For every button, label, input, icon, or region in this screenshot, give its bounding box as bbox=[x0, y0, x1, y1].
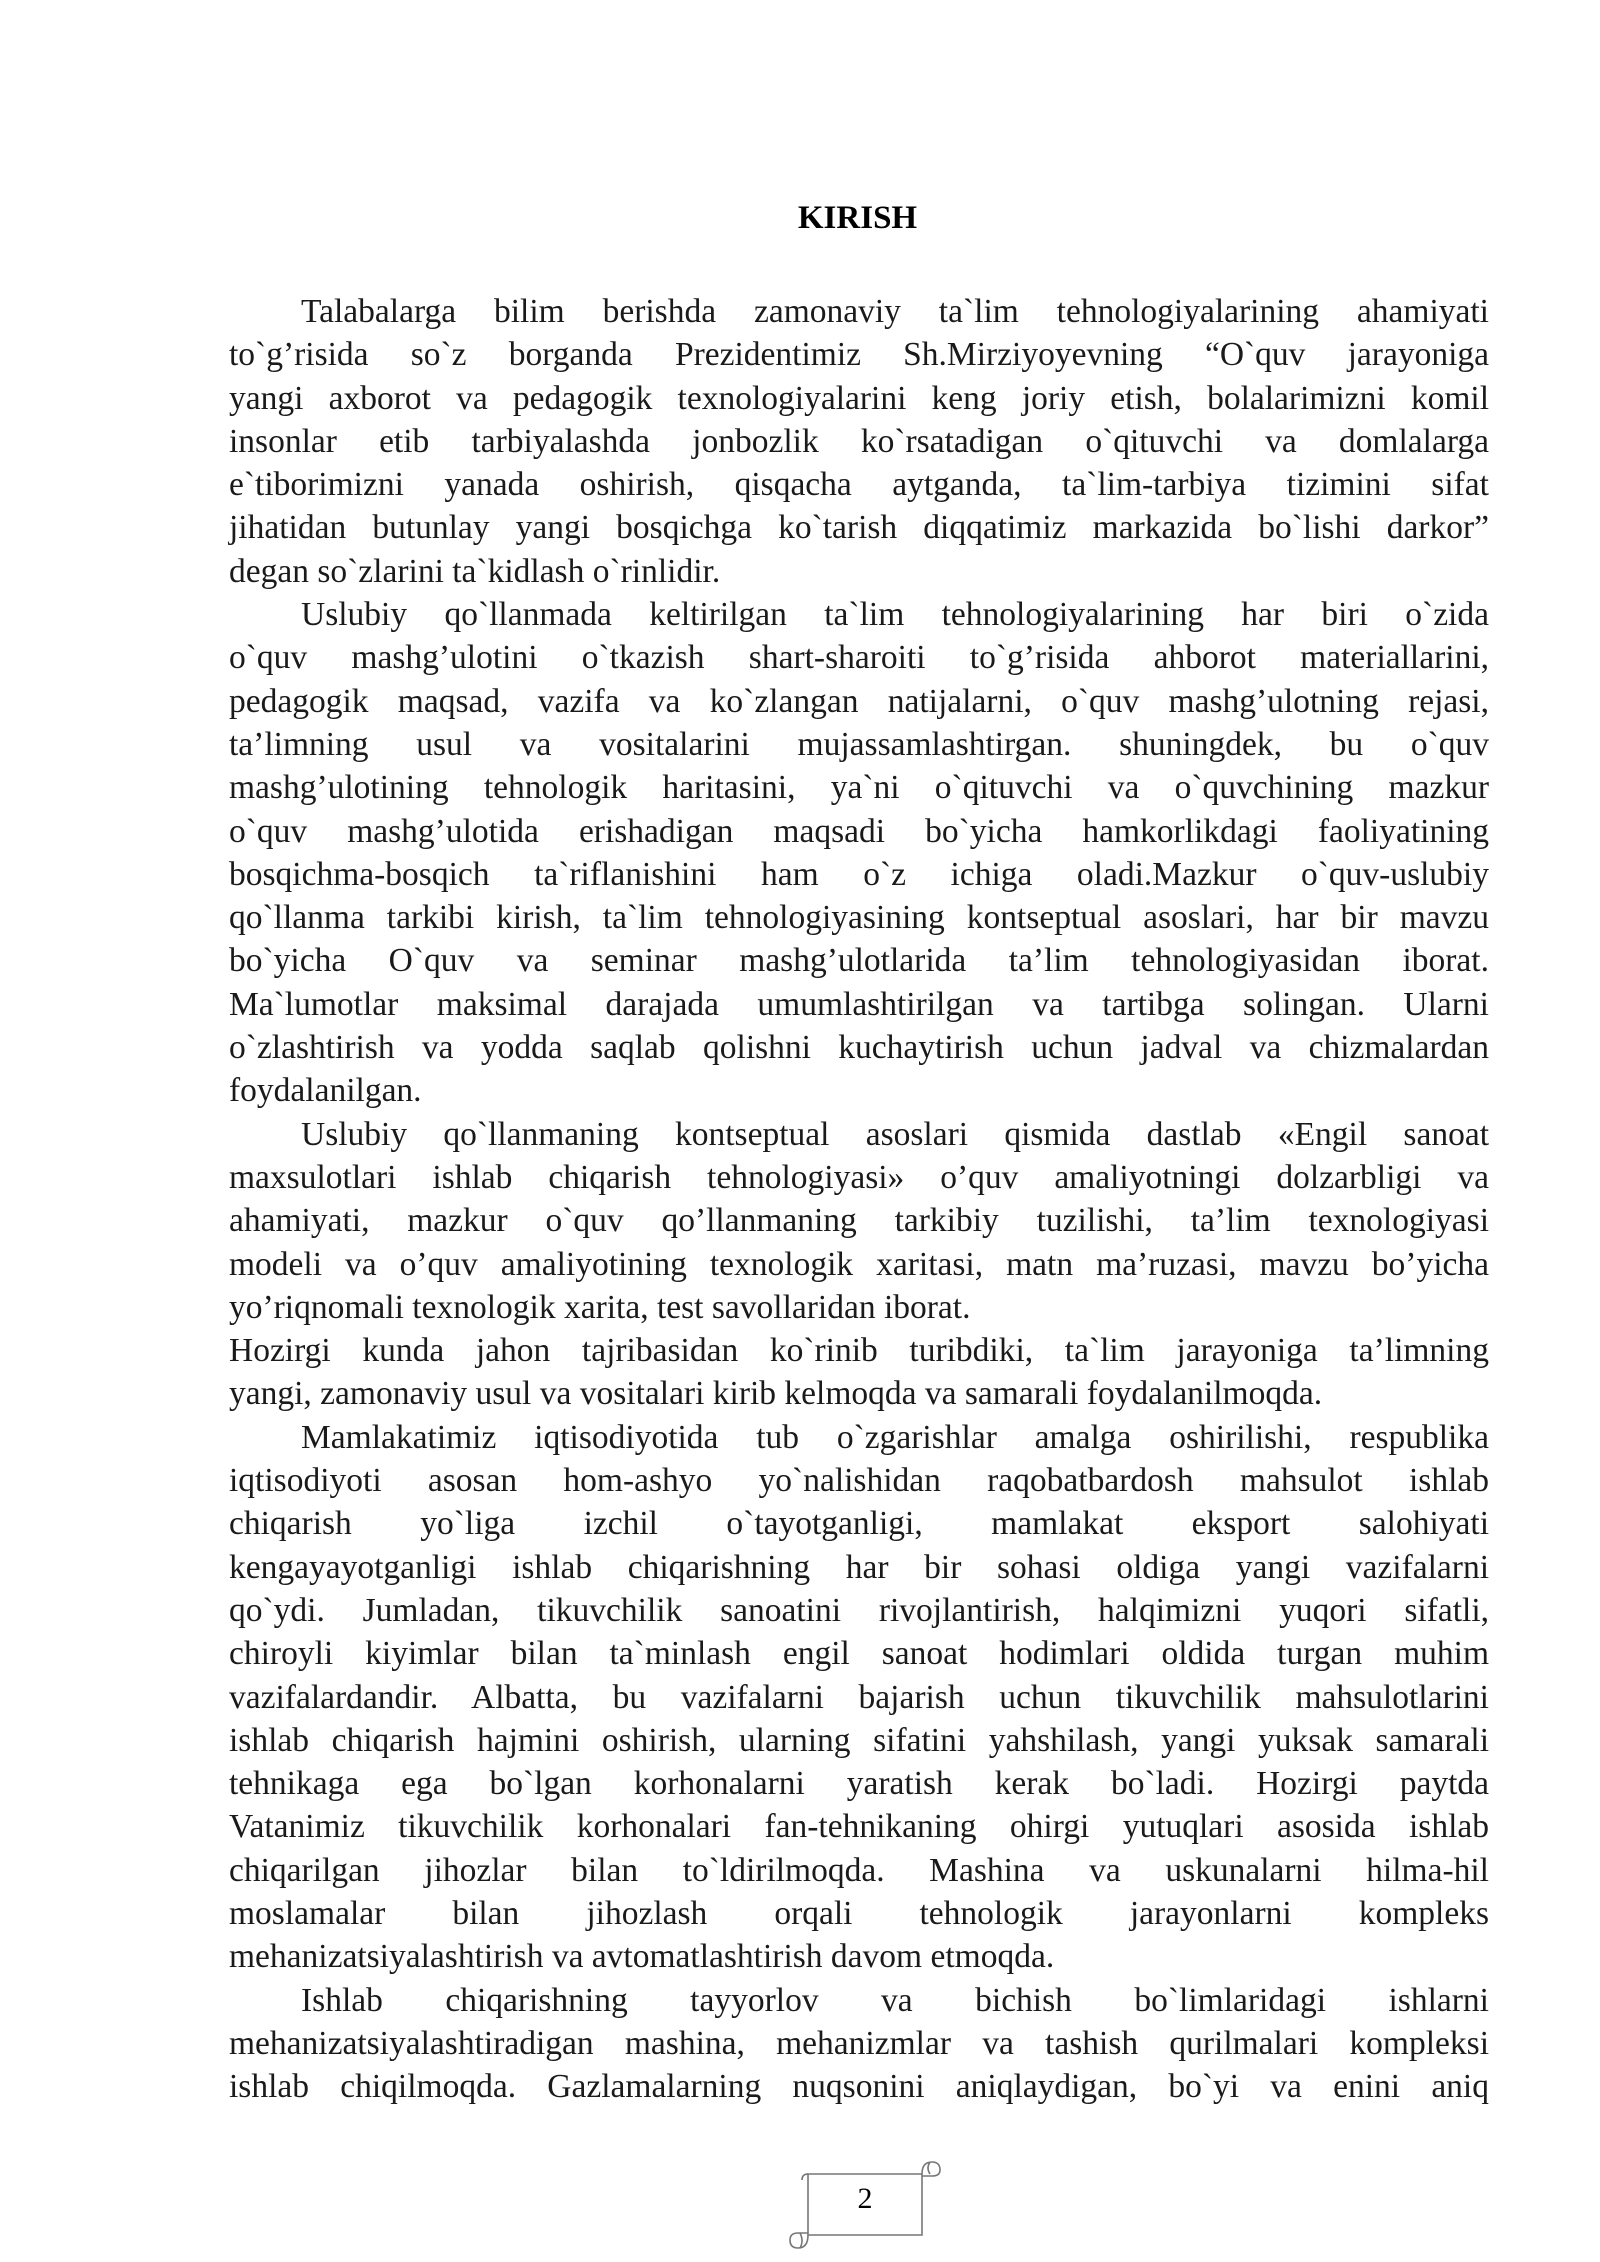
text-line: o`zlashtirish va yodda saqlab qolishni kuchaytirish uchun jadval va chizmalardan bbox=[229, 1029, 1489, 1067]
text-line: Talabalarga bilim berishda zamonaviy ta`lim tehnologiyalarining ahamiyati bbox=[301, 293, 1489, 330]
text-line: mashg’ulotining tehnologik haritasini, ya`ni o`qituvchi va o`quvchining mazkur bbox=[229, 769, 1489, 807]
text-line: yangi, zamonaviy usul va vositalari kirib kelmoqda va samarali foydalanilmoqda. bbox=[229, 1375, 1323, 1413]
text-line: chiroyli kiyimlar bilan ta`minlash engil sanoat hodimlari oldida turgan muhim bbox=[229, 1635, 1489, 1673]
text-line: o`quv mashg’ulotini o`tkazish shart-sharoiti to`g’risida ahborot materiallarini, bbox=[229, 639, 1489, 677]
text-line: foydalanilgan. bbox=[229, 1072, 422, 1110]
text-line: iqtisodiyoti asosan hom-ashyo yo`nalishidan raqobatbardosh mahsulot ishlab bbox=[229, 1462, 1489, 1500]
text-line: chiqarilgan jihozlar bilan to`ldirilmoqda. Mashina va uskunalarni hilma-hil bbox=[229, 1851, 1489, 1889]
text-line: yangi axborot va pedagogik texnologiyalarini keng joriy etish, bolalarimizni komil bbox=[229, 379, 1489, 417]
page-number: 2 bbox=[857, 2182, 873, 2215]
text-line: degan so`zlarini ta`kidlash o`rinlidir. bbox=[229, 552, 721, 590]
body-text bbox=[229, 290, 1489, 2108]
text-line: ishlab chiqilmoqda. Gazlamalarning nuqsonini aniqlaydigan, bo`yi va enini aniq bbox=[229, 2068, 1489, 2106]
page-footer bbox=[780, 2140, 950, 2250]
text-line: to`g’risida so`z borganda Prezidentimiz Sh.Mirziyoyevning “O`quv jarayoniga bbox=[229, 336, 1489, 374]
text-line: e`tiborimizni yanada oshirish, qisqacha aytganda, ta`lim-tarbiya tizimini sifat bbox=[229, 466, 1489, 504]
text-line: ahamiyati, mazkur o`quv qo’llanmaning tarkibiy tuzilishi, ta’lim texnologiyasi bbox=[229, 1202, 1489, 1240]
text-line: ta’limning usul va vositalarini mujassamlashtirgan. shuningdek, bu o`quv bbox=[229, 725, 1489, 763]
text-line: maxsulotlari ishlab chiqarish tehnologiyasi» o’quv amaliyotningi dolzarbligi va bbox=[229, 1158, 1489, 1196]
text-line: qo`llanma tarkibi kirish, ta`lim tehnologiyasining kontseptual asoslari, har bir mavzu bbox=[229, 899, 1489, 937]
text-line: chiqarish yo`liga izchil o`tayotganligi, mamlakat eksport salohiyati bbox=[229, 1505, 1489, 1543]
text-line: ishlab chiqarish hajmini oshirish, ularning sifatini yahshilash, yangi yuksak samarali bbox=[229, 1721, 1489, 1759]
text-line: jihatidan butunlay yangi bosqichga ko`tarish diqqatimiz markazida bo`lishi darkor” bbox=[229, 509, 1489, 547]
text-line: Ma`lumotlar maksimal darajada umumlashtirilgan va tartibga solingan. Ularni bbox=[229, 985, 1489, 1023]
text-line: Ishlab chiqarishning tayyorlov va bichish bo`limlaridagi ishlarni bbox=[301, 1981, 1489, 2019]
text-line: qo`ydi. Jumladan, tikuvchilik sanoatini rivojlantirish, halqimizni yuqori sifatli, bbox=[229, 1591, 1489, 1629]
text-line: Mamlakatimiz iqtisodiyotida tub o`zgarishlar amalga oshirilishi, respublika bbox=[301, 1418, 1489, 1456]
text-line: Vatanimiz tikuvchilik korhonalari fan-tehnikaning ohirgi yutuqlari asosida ishlab bbox=[229, 1808, 1489, 1846]
text-line: Hozirgi kunda jahon tajribasidan ko`rinib turibdiki, ta`lim jarayoniga ta’limning bbox=[229, 1332, 1489, 1370]
text-line: insonlar etib tarbiyalashda jonbozlik ko`rsatadigan o`qituvchi va domlalarga bbox=[229, 422, 1489, 460]
page-title: KIRISH bbox=[797, 200, 918, 236]
text-line: bosqichma-bosqich ta`riflanishini ham o`z ichiga oladi.Mazkur o`quv-uslubiy bbox=[229, 855, 1489, 893]
text-line: yo’riqnomali texnologik xarita, test savollaridan iborat. bbox=[229, 1288, 971, 1326]
text-line: modeli va o’quv amaliyotining texnologik xaritasi, matn ma’ruzasi, mavzu bo’yicha bbox=[229, 1245, 1489, 1283]
text-line: o`quv mashg’ulotida erishadigan maqsadi bo`yicha hamkorlikdagi faoliyatining bbox=[229, 812, 1489, 850]
text-line: mehanizatsiyalashtirish va avtomatlashtirish davom etmoqda. bbox=[229, 1938, 1055, 1976]
text-line: moslamalar bilan jihozlash orqali tehnologik jarayonlarni kompleks bbox=[229, 1894, 1489, 1932]
text-line: kengayayotganligi ishlab chiqarishning har bir sohasi oldiga yangi vazifalarni bbox=[229, 1548, 1489, 1586]
text-line: pedagogik maqsad, vazifa va ko`zlangan natijalarni, o`quv mashg’ulotning rejasi, bbox=[229, 682, 1489, 720]
text-line: vazifalardandir. Albatta, bu vazifalarni bajarish uchun tikuvchilik mahsulotlarini bbox=[229, 1678, 1489, 1716]
text-line: tehnikaga ega bo`lgan korhonalarni yaratish kerak bo`ladi. Hozirgi paytda bbox=[229, 1765, 1489, 1803]
text-line: mehanizatsiyalashtiradigan mashina, mehanizmlar va tashish qurilmalari kompleksi bbox=[229, 2024, 1489, 2062]
text-line: Uslubiy qo`llanmada keltirilgan ta`lim tehnologiyalarining har biri o`zida bbox=[301, 596, 1489, 634]
text-line: bo`yicha O`quv va seminar mashg’ulotlarida ta’lim tehnologiyasidan iborat. bbox=[229, 942, 1489, 980]
text-line: Uslubiy qo`llanmaning kontseptual asoslari qismida dastlab «Engil sanoat bbox=[301, 1115, 1489, 1153]
